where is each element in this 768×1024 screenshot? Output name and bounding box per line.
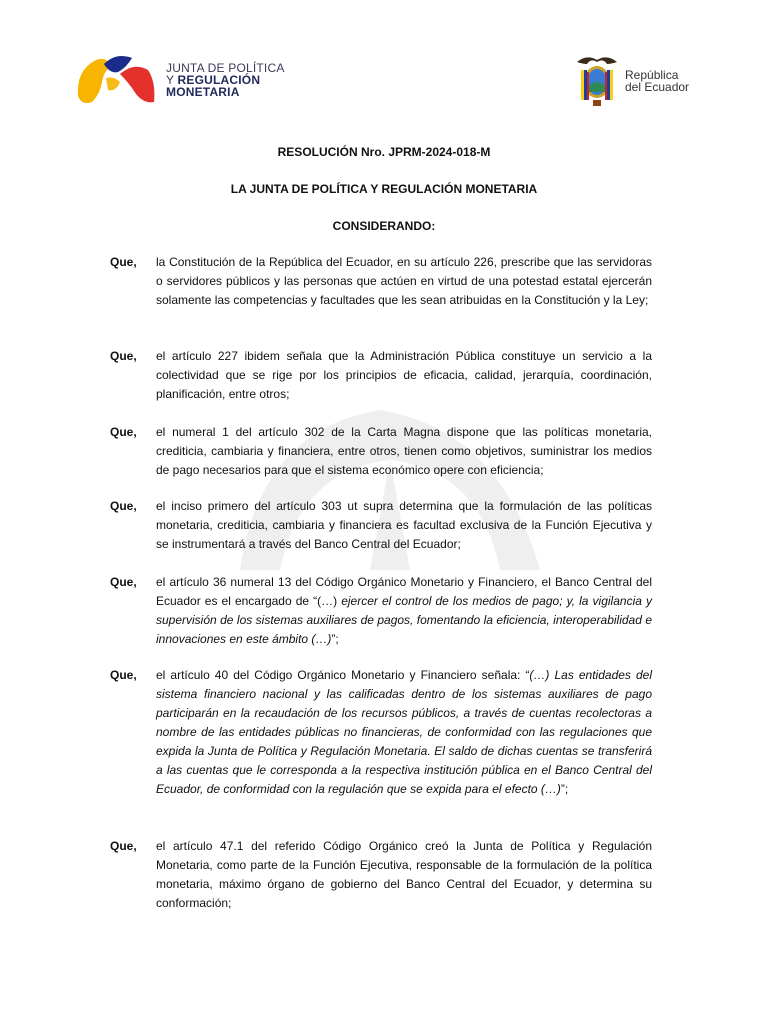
clause-text-quote: ejercer el control de los medios de pago; y, la vigilancia y supervisión de los sistemas auxiliares de pagos, fomentando la eficiencia, interoperabilidad e innovaciones en este ámbito (…) [156, 594, 652, 646]
considering-heading: CONSIDERANDO: [332, 219, 436, 233]
clause-text: el inciso primero del artículo 303 ut supra determina que la formulación de las políticas monetaria, crediticia, cambiaria y financiera es facultad exclusiva de la Función Ejecutiva y se instrumentará a través del Banco Central del Ecuador; [156, 499, 652, 551]
logo-line-2-bold: REGULACIÓN [177, 73, 261, 87]
republica-line-1: República [625, 68, 679, 82]
clause-text [156, 666, 652, 799]
logo-line-2-prefix: Y [166, 73, 178, 87]
resolution-title: RESOLUCIÓN Nro. JPRM-2024-018-M [277, 145, 491, 159]
clause-text-quote: (…) Las entidades del sistema financiero nacional y las calificadas dentro de los sistemas auxiliares de pago participarán en la recaudación de los recursos públicos, a través de cuentas recolectoras a nombre de las entidades públicas no financieras, de conformidad con las regulaciones que expida la Junta de Política y Regulación Monetaria. El saldo de dichas cuentas se transferirá a las cuentas que le corresponda a la respectiva institución pública en el Banco Central del Ecuador, de conformidad con la regulación que se expida para el efecto (…) [156, 668, 652, 796]
republica-logo [573, 52, 689, 110]
clause-label: Que, [110, 575, 137, 589]
clause-text-before: el artículo 36 numeral 13 del Código Orgánico Monetario y Financiero, el Banco Central del Ecuador es el encargado de “(…) [156, 575, 652, 608]
clause-text [156, 573, 652, 649]
clause-label: Que, [110, 499, 137, 513]
clause-text: el artículo 47.1 del referido Código Orgánico creó la Junta de Política y Regulación Monetaria, como parte de la Función Ejecutiva, responsable de la formulación de la política monetaria, máximo órgano de gobierno del Banco Central del Ecuador, y determina su conformación; [156, 839, 652, 910]
logo-line-1: JUNTA DE POLÍTICA [166, 61, 285, 75]
republica-text [625, 69, 689, 93]
clause-text-before: el artículo 40 del Código Orgánico Monetario y Financiero señala: “ [156, 668, 530, 682]
issuing-body: LA JUNTA DE POLÍTICA Y REGULACIÓN MONETARIA [230, 182, 538, 196]
junta-logo-mark-icon [74, 52, 156, 108]
republica-line-2: del Ecuador [625, 80, 690, 94]
logo-line-3: MONETARIA [166, 85, 240, 99]
junta-logo [74, 52, 285, 108]
watermark-logo-icon [200, 390, 580, 590]
clause-label: Que, [110, 425, 137, 439]
clause-label: Que, [110, 839, 137, 853]
clause-text-after: ”; [560, 782, 569, 796]
clause-label: Que, [110, 255, 137, 269]
clause-text-after: ”; [331, 632, 339, 646]
clause-label: Que, [110, 668, 137, 682]
clause-label: Que, [110, 349, 137, 363]
clause-text: el numeral 1 del artículo 302 de la Carta Magna dispone que las políticas monetaria, crediticia, cambiaria y financiera, entre otros, tienen como objetivos, suministrar los medios de pago necesarios para que el sistema económico opere con eficiencia; [156, 425, 652, 477]
coat-of-arms-icon [573, 52, 621, 110]
junta-logo-text [166, 62, 285, 98]
clause-text: el artículo 227 ibidem señala que la Administración Pública constituye un servicio a la colectividad que se rige por los principios de eficacia, calidad, jerarquía, coordinación, planificación, entre otros; [156, 349, 652, 401]
clause-text: la Constitución de la República del Ecuador, en su artículo 226, prescribe que las servidoras o servidores públicos y las personas que actúen en virtud de una potestad estatal ejercerán solamente las competencias y facultades que les sean atribuidas en la Constitución y la Ley; [156, 255, 652, 307]
